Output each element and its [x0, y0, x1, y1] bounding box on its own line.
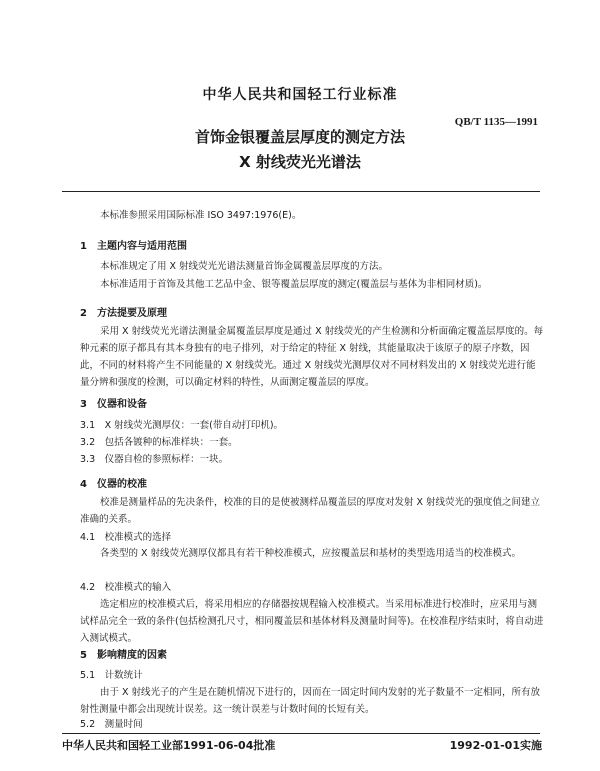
- header-divider: [62, 191, 540, 192]
- section-5-para-1: 由于 X 射线光子的产生是在随机情况下进行的，因而在一固定时间内发射的光子数量不一定相同，所有放射性测量中都会出现统计误差。这一统计误差与计数时间的长短有关。: [80, 687, 541, 715]
- footer-divider: [62, 733, 540, 734]
- section-4-para-1: 校准是测量样品的先决条件，校准的目的是使被测样品覆盖层的厚度对发射 X 射线荧光的强度值之间建立准确的关系。: [80, 497, 541, 525]
- intro-paragraph: 本标准参照采用国际标准 ISO 3497:1976(E)。: [100, 210, 302, 221]
- section-4-para-2: 各类型的 X 射线荧光测厚仪都具有若干种校准模式，应按覆盖层和基材的类型选用适当的校准模式。: [100, 548, 522, 559]
- section-1-para-1: 本标准规定了用 X 射线荧光光谱法测量首饰金属覆盖层厚度的方法。: [100, 261, 389, 272]
- section-3-item-2: 3.2 包括各镀种的标准样块：一套。: [80, 437, 238, 448]
- section-2-heading: 2 方法提要及原理: [80, 308, 167, 319]
- section-4-sub-2: 4.2 校准模式的输入: [80, 582, 172, 593]
- section-3-heading: 3 仪器和设备: [80, 399, 147, 410]
- section-3-item-3: 3.3 仪器自检的参照标样：一块。: [80, 454, 229, 465]
- title-line-1: 首饰金银覆盖层厚度的测定方法: [194, 128, 405, 146]
- section-5-heading: 5 影响精度的因素: [80, 650, 167, 661]
- section-5-sub-1: 5.1 计数统计: [80, 670, 143, 681]
- approval-date: 中华人民共和国轻工业部1991-06-04批准: [62, 739, 276, 752]
- standard-body-title: 中华人民共和国轻工行业标准: [202, 87, 398, 103]
- section-2-para-1: 采用 X 射线荧光光谱法测量金属覆盖层厚度是通过 X 射线荧光的产生检测和分析面确定覆盖层厚度的。每种元素的原子都具有其本身独有的电子排列，对于给定的特征 X 射线，其能量取决于该原子的原子序数，因此，不同的材料将产生不同能量的 X 射线荧光。通过 X 射线荧光测厚仪对不同材料发出的 X 射线荧光进行能量分辨和强度的检测，可以确定材料的特性，从面测定覆盖层的厚度。: [80, 326, 544, 388]
- title-line-2: X 射线荧光光谱法: [239, 153, 361, 171]
- section-5-sub-2: 5.2 测量时间: [80, 719, 143, 730]
- section-1-para-2: 本标准适用于首饰及其他工艺品中金、银等覆盖层厚度的测定(覆盖层与基体为非相同材质)。: [100, 279, 488, 290]
- section-4-heading: 4 仪器的校准: [80, 479, 147, 490]
- section-1-heading: 1 主题内容与适用范围: [80, 241, 187, 252]
- implementation-date: 1992-01-01实施: [449, 739, 542, 752]
- document-title: [100, 125, 500, 175]
- section-4-para-3: 选定相应的校准模式后，将采用相应的存储器按规程输入校准模式。当采用标准进行校准时，应采用与测试样品完全一致的条件(包括检测孔尺寸，相同覆盖层和基体材料及测量时间等)。在校准程序结束时，将自动进入测试模式。: [80, 599, 544, 644]
- section-4-sub-1: 4.1 校准模式的选择: [80, 532, 172, 543]
- standard-code: QB/T 1135—1991: [454, 116, 538, 128]
- section-3-item-1: 3.1 X 射线荧光测厚仪：一套(带自动打印机)。: [80, 420, 284, 431]
